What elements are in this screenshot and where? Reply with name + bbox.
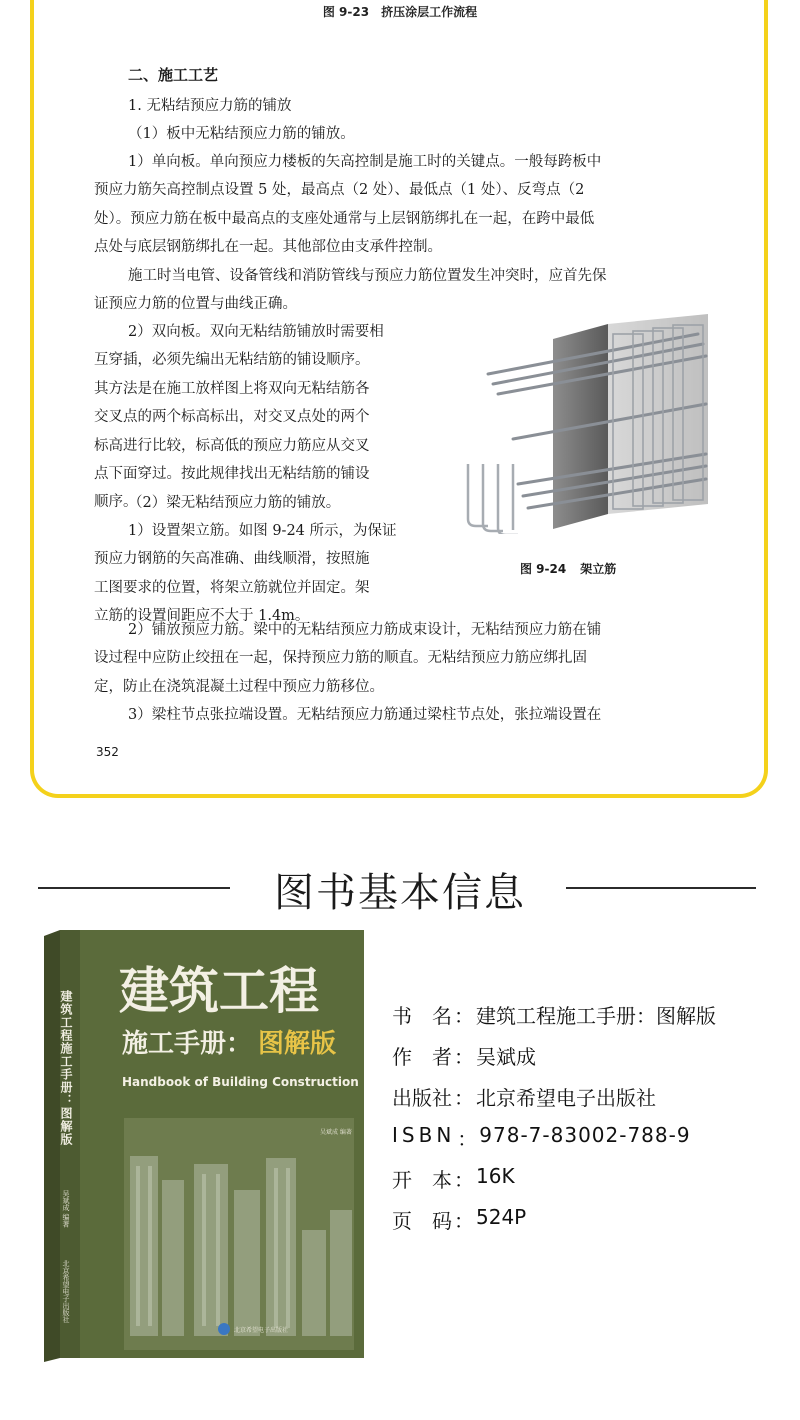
paragraph xyxy=(94,148,602,262)
paragraph-line: 处）。预应力筋在板中最高点的支座处通常与上层钢筋绑扎在一起，在跨中最低 xyxy=(94,210,595,227)
page-number: 352 xyxy=(96,745,119,759)
paragraph xyxy=(94,262,607,319)
book-info-label: 书 名 xyxy=(392,1004,452,1028)
book-info-value: 北京希望电子出版社 xyxy=(476,1086,656,1110)
section-heading xyxy=(0,857,800,917)
book-info-row xyxy=(392,1205,716,1246)
book-info-row xyxy=(392,1123,716,1164)
spine-publisher: 北京希望电子出版社 xyxy=(62,1260,70,1323)
paragraph-line: 设过程中应防止绞扭在一起，保持预应力筋的顺直。无粘结预应力筋应绑扎固 xyxy=(94,650,587,667)
cover-title-line1: 建筑工程 xyxy=(119,962,319,1020)
paragraph-line: 预应力钢筋的矢高准确、曲线顺滑，按照施 xyxy=(94,551,370,568)
paragraph-line: 其方法是在施工放样图上将双向无粘结筋各 xyxy=(94,380,370,397)
spine-author: 吴斌成 编著 xyxy=(62,1190,70,1228)
paragraph xyxy=(128,489,340,517)
book-info-label: 作 者 xyxy=(392,1045,452,1069)
paragraph xyxy=(94,318,384,517)
book-info-value: 16K xyxy=(476,1164,515,1188)
paragraph-line: 1. 无粘结预应力筋的铺放 xyxy=(128,98,292,114)
figure-title: 架立筋 xyxy=(580,562,617,576)
book-info-separator: ： xyxy=(457,1127,478,1151)
book-info-value: 978-7-83002-788-9 xyxy=(479,1123,691,1147)
spine-title: 建筑工程施工手册：图解版 xyxy=(59,990,73,1146)
paragraph-line: 1）设置架立筋。如图 9-24 所示，为保证 xyxy=(128,523,397,539)
heading-divider-left xyxy=(38,887,230,889)
paragraph-line: 立筋的设置间距应不大于 1.4m。 xyxy=(94,608,310,625)
paragraph-line: 预应力筋矢高控制点设置 5 处，最高点（2 处）、最低点（1 处）、反弯点（2 xyxy=(94,182,585,199)
book-info-row xyxy=(392,1041,716,1082)
paragraph-line: 2）铺放预应力筋。梁中的无粘结预应力筋成束设计，无粘结预应力筋在铺 xyxy=(128,622,602,638)
book-info-value: 建筑工程施工手册：图解版 xyxy=(476,1004,716,1028)
rebar-figure-image xyxy=(458,314,708,534)
paragraph-line: 标高进行比较，标高低的预应力筋应从交叉 xyxy=(94,437,370,454)
cover-english-title: Handbook of Building Construction xyxy=(122,1075,359,1089)
section-title: 二、施工工艺 xyxy=(128,66,219,84)
cover-title-line2b: 图解版 xyxy=(258,1029,337,1059)
book-info-separator: ： xyxy=(454,1004,474,1028)
paragraph-line: （1）板中无粘结预应力筋的铺放。 xyxy=(128,126,355,142)
book-info-label: ISBN xyxy=(392,1123,456,1147)
paragraph-line: 点下面穿过。按此规律找出无粘结筋的铺设 xyxy=(94,466,370,483)
paragraph-line: 互穿插，必须先编出无粘结筋的铺设顺序。 xyxy=(94,352,370,369)
publisher-logo xyxy=(218,1323,230,1335)
book-info-value: 524P xyxy=(476,1205,527,1229)
paragraph-line: 1）单向板。单向预应力楼板的矢高控制是施工时的关键点。一般每跨板中 xyxy=(128,154,602,170)
cover-title-line2a: 施工手册： xyxy=(122,1029,253,1059)
book-info-separator: ： xyxy=(454,1168,474,1192)
book-info-separator: ： xyxy=(454,1045,474,1069)
figure-number: 图 9-23 xyxy=(322,5,370,19)
paragraph-line: （2）梁无粘结预应力筋的铺放。 xyxy=(128,495,341,511)
figure-caption-9-23 xyxy=(0,3,800,20)
heading-divider-right xyxy=(566,887,756,889)
paragraph-line: 施工时当电管、设备管线和消防管线与预应力筋位置发生冲突时，应首先保 xyxy=(128,268,607,284)
paragraph-line: 定，防止在浇筑混凝土过程中预应力筋移位。 xyxy=(94,678,384,695)
paragraph-line: 工图要求的位置，将架立筋就位并固定。架 xyxy=(94,579,370,596)
figure-caption-9-24 xyxy=(520,560,616,577)
book-info-label: 出版社 xyxy=(392,1086,452,1110)
figure-title: 挤压涂层工作流程 xyxy=(381,5,478,19)
book-info-label: 页 码 xyxy=(392,1209,452,1233)
book-info-separator: ： xyxy=(454,1086,474,1110)
paragraph-line: 证预应力筋的位置与曲线正确。 xyxy=(94,296,297,313)
paragraph-line: 3）梁柱节点张拉端设置。无粘结预应力筋通过梁柱节点处，张拉端设置在 xyxy=(128,707,602,723)
paragraph-line: 顺序。 xyxy=(94,494,138,511)
book-cover-image xyxy=(44,930,368,1362)
book-info-row xyxy=(392,1164,716,1205)
section-heading-text: 图书基本信息 xyxy=(274,870,526,916)
paragraph xyxy=(128,701,601,729)
book-info-value: 吴斌成 xyxy=(476,1045,536,1069)
cover-author: 吴斌成 编著 xyxy=(320,1129,352,1136)
paragraph-line: 交叉点的两个标高标出，对交叉点处的两个 xyxy=(94,409,370,426)
book-info-row xyxy=(392,1082,716,1123)
paragraph-line: 点处与底层钢筋绑扎在一起。其他部位由支承件控制。 xyxy=(94,239,442,256)
figure-number: 图 9-24 xyxy=(520,562,567,576)
cover-publisher: 北京希望电子出版社 xyxy=(234,1327,289,1334)
book-info-separator: ： xyxy=(454,1209,474,1233)
paragraph-line: 2）双向板。双向无粘结筋铺放时需要相 xyxy=(128,324,384,340)
paragraph xyxy=(128,120,355,148)
paragraph xyxy=(128,92,291,120)
book-info-list xyxy=(392,1000,716,1246)
paragraph xyxy=(94,517,397,631)
book-info-label: 开 本 xyxy=(392,1168,452,1192)
book-info-row xyxy=(392,1000,716,1041)
